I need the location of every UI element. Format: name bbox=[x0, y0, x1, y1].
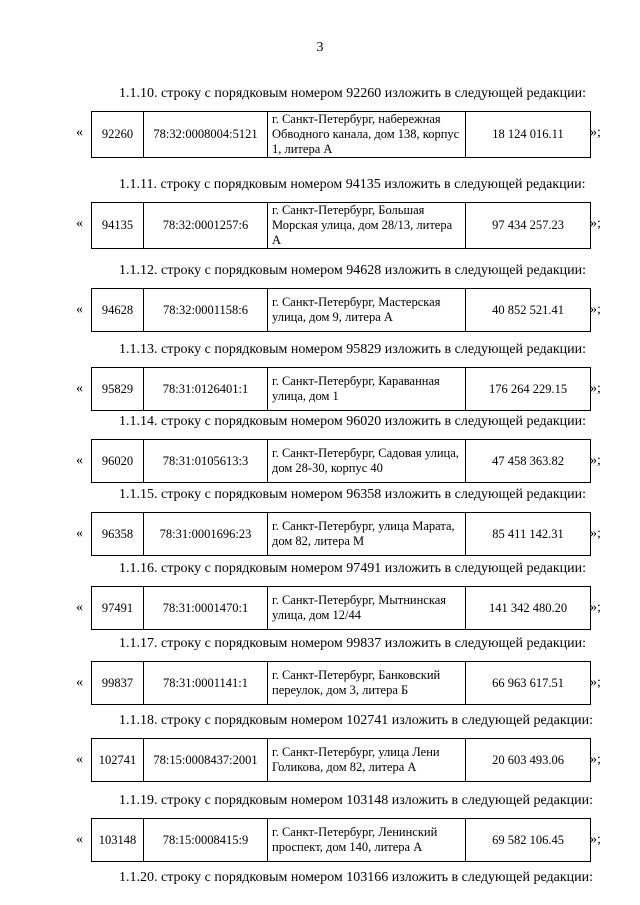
record-row bbox=[0, 288, 640, 332]
cadastral-value: 97 434 257.23 bbox=[466, 203, 591, 249]
record-row bbox=[0, 586, 640, 630]
record-table bbox=[91, 661, 591, 705]
opening-quote: « bbox=[76, 302, 83, 317]
record-row bbox=[0, 818, 640, 862]
record-table bbox=[91, 818, 591, 862]
opening-quote: « bbox=[76, 453, 83, 468]
amendment-heading: 1.1.19. строку с порядковым номером 103148 изложить в следующей редакции: bbox=[119, 793, 594, 808]
record-row bbox=[0, 512, 640, 556]
closing-quote: »; bbox=[590, 125, 601, 140]
record-number: 103148 bbox=[92, 819, 144, 862]
amendment-heading: 1.1.18. строку с порядковым номером 102741 изложить в следующей редакции: bbox=[119, 713, 594, 728]
record-table bbox=[91, 367, 591, 411]
cadastral-number: 78:31:0126401:1 bbox=[144, 368, 268, 411]
record-row bbox=[0, 738, 640, 782]
record-number: 94135 bbox=[92, 203, 144, 249]
address: г. Санкт-Петербург, Садовая улица, дом 28-30, корпус 40 bbox=[268, 440, 466, 483]
cadastral-value: 20 603 493.06 bbox=[466, 739, 591, 782]
closing-quote: »; bbox=[590, 453, 601, 468]
opening-quote: « bbox=[76, 125, 83, 140]
cadastral-value: 176 264 229.15 bbox=[466, 368, 591, 411]
amendment-heading: 1.1.16. строку с порядковым номером 97491 изложить в следующей редакции: bbox=[119, 561, 587, 576]
record-table bbox=[91, 738, 591, 782]
record-number: 95829 bbox=[92, 368, 144, 411]
closing-quote: »; bbox=[590, 752, 601, 767]
closing-quote: »; bbox=[590, 526, 601, 541]
amendment-heading: 1.1.15. строку с порядковым номером 96358 изложить в следующей редакции: bbox=[119, 487, 587, 502]
record-number: 102741 bbox=[92, 739, 144, 782]
opening-quote: « bbox=[76, 216, 83, 231]
opening-quote: « bbox=[76, 832, 83, 847]
amendment-heading: 1.1.10. строку с порядковым номером 92260 изложить в следующей редакции: bbox=[119, 86, 587, 101]
cadastral-number: 78:32:0001257:6 bbox=[144, 203, 268, 249]
record-number: 92260 bbox=[92, 112, 144, 158]
record-table bbox=[91, 439, 591, 483]
amendment-heading: 1.1.20. строку с порядковым номером 103166 изложить в следующей редакции: bbox=[119, 870, 594, 885]
opening-quote: « bbox=[76, 600, 83, 615]
record-number: 97491 bbox=[92, 587, 144, 630]
record-row bbox=[0, 661, 640, 705]
cadastral-value: 18 124 016.11 bbox=[466, 112, 591, 158]
cadastral-number: 78:15:0008415:9 bbox=[144, 819, 268, 862]
amendment-heading: 1.1.14. строку с порядковым номером 96020 изложить в следующей редакции: bbox=[119, 414, 587, 429]
amendment-heading: 1.1.12. строку с порядковым номером 94628 изложить в следующей редакции: bbox=[119, 263, 587, 278]
cadastral-number: 78:31:0001141:1 bbox=[144, 662, 268, 705]
cadastral-value: 40 852 521.41 bbox=[466, 289, 591, 332]
cadastral-value: 85 411 142.31 bbox=[466, 513, 591, 556]
record-number: 96020 bbox=[92, 440, 144, 483]
closing-quote: »; bbox=[590, 302, 601, 317]
address: г. Санкт-Петербург, Большая Морская улица, дом 28/13, литера А bbox=[268, 203, 466, 249]
address: г. Санкт-Петербург, Мытнинская улица, дом 12/44 bbox=[268, 587, 466, 630]
opening-quote: « bbox=[76, 675, 83, 690]
opening-quote: « bbox=[76, 752, 83, 767]
record-row bbox=[0, 439, 640, 483]
cadastral-number: 78:31:0001696:23 bbox=[144, 513, 268, 556]
opening-quote: « bbox=[76, 526, 83, 541]
record-number: 99837 bbox=[92, 662, 144, 705]
cadastral-number: 78:15:0008437:2001 bbox=[144, 739, 268, 782]
address: г. Санкт-Петербург, Караванная улица, дом 1 bbox=[268, 368, 466, 411]
closing-quote: »; bbox=[590, 216, 601, 231]
address: г. Санкт-Петербург, Банковский переулок, дом 3, литера Б bbox=[268, 662, 466, 705]
amendment-heading: 1.1.17. строку с порядковым номером 99837 изложить в следующей редакции: bbox=[119, 636, 587, 651]
opening-quote: « bbox=[76, 381, 83, 396]
closing-quote: »; bbox=[590, 832, 601, 847]
cadastral-value: 47 458 363.82 bbox=[466, 440, 591, 483]
address: г. Санкт-Петербург, набережная Обводного канала, дом 138, корпус 1, литера А bbox=[268, 112, 466, 158]
cadastral-number: 78:32:0001158:6 bbox=[144, 289, 268, 332]
record-row bbox=[0, 111, 640, 155]
address: г. Санкт-Петербург, улица Лени Голикова, дом 82, литера А bbox=[268, 739, 466, 782]
closing-quote: »; bbox=[590, 381, 601, 396]
record-table bbox=[91, 202, 591, 249]
amendment-heading: 1.1.13. строку с порядковым номером 95829 изложить в следующей редакции: bbox=[119, 342, 587, 357]
cadastral-number: 78:31:0001470:1 bbox=[144, 587, 268, 630]
cadastral-number: 78:32:0008004:5121 bbox=[144, 112, 268, 158]
closing-quote: »; bbox=[590, 600, 601, 615]
cadastral-value: 69 582 106.45 bbox=[466, 819, 591, 862]
address: г. Санкт-Петербург, улица Марата, дом 82, литера М bbox=[268, 513, 466, 556]
cadastral-value: 141 342 480.20 bbox=[466, 587, 591, 630]
amendment-heading: 1.1.11. строку с порядковым номером 94135 изложить в следующей редакции: bbox=[119, 177, 586, 192]
record-table bbox=[91, 512, 591, 556]
record-number: 94628 bbox=[92, 289, 144, 332]
cadastral-number: 78:31:0105613:3 bbox=[144, 440, 268, 483]
record-row bbox=[0, 202, 640, 246]
page-number: 3 bbox=[316, 40, 324, 55]
record-row bbox=[0, 367, 640, 411]
record-table bbox=[91, 288, 591, 332]
closing-quote: »; bbox=[590, 675, 601, 690]
cadastral-value: 66 963 617.51 bbox=[466, 662, 591, 705]
record-table bbox=[91, 586, 591, 630]
record-table bbox=[91, 111, 591, 158]
address: г. Санкт-Петербург, Ленинский проспект, дом 140, литера А bbox=[268, 819, 466, 862]
record-number: 96358 bbox=[92, 513, 144, 556]
address: г. Санкт-Петербург, Мастерская улица, дом 9, литера А bbox=[268, 289, 466, 332]
